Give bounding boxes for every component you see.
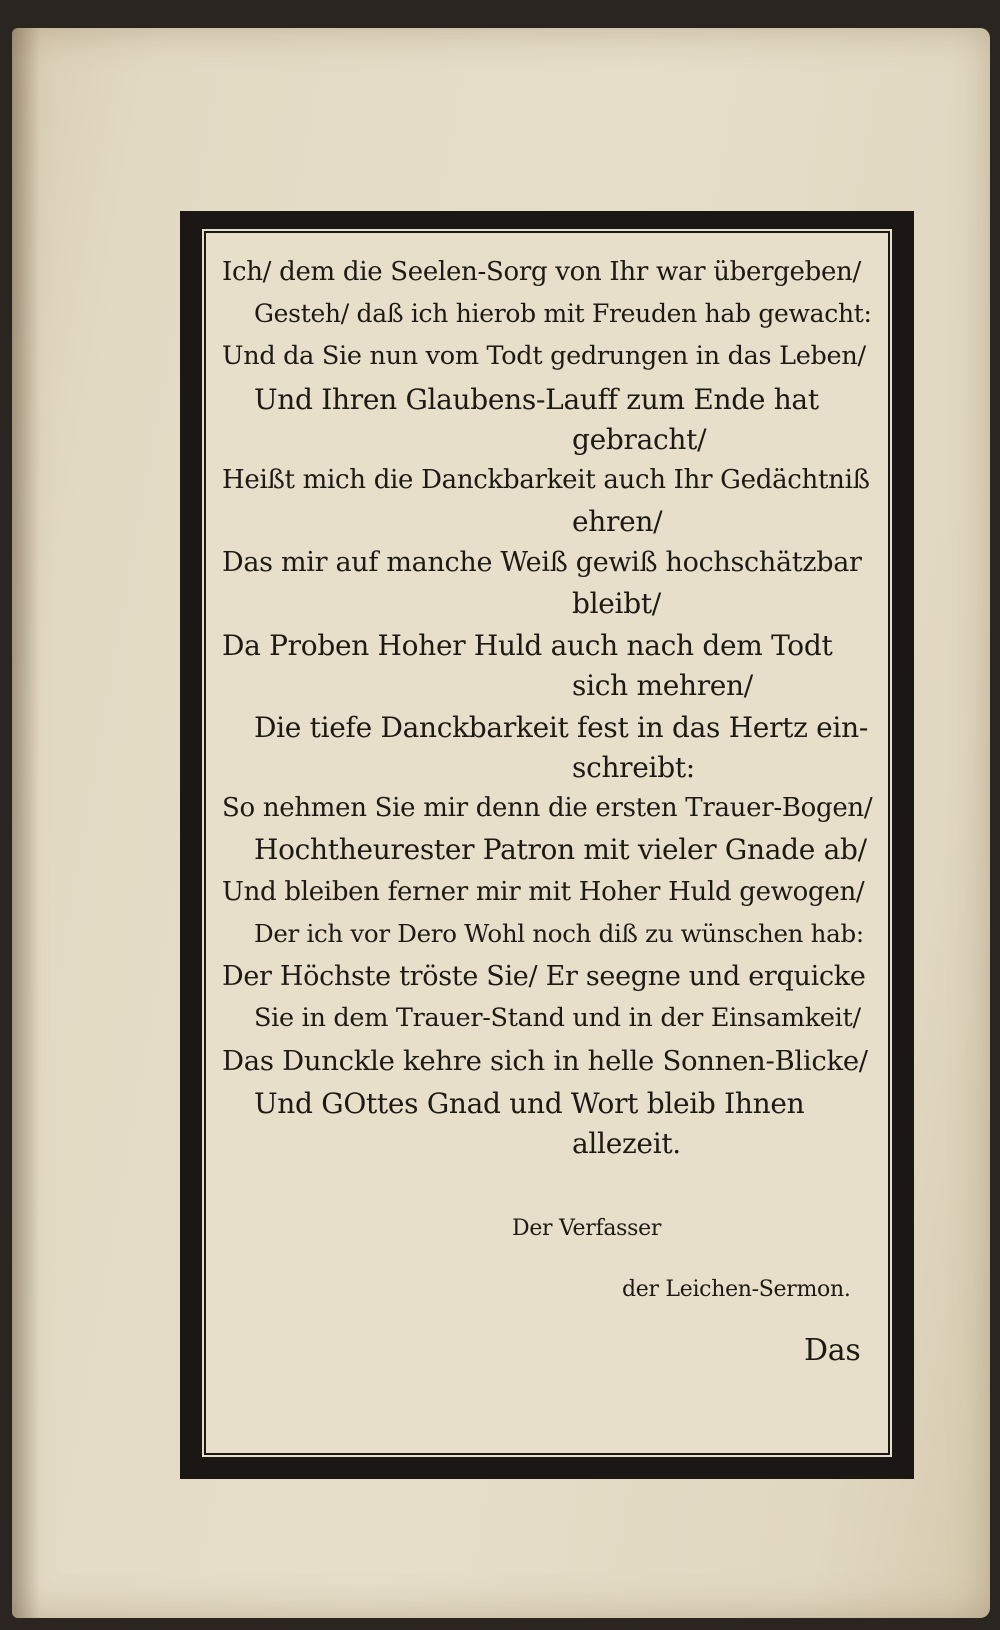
poem-line: So nehmen Sie mir denn die ersten Trauer-Bogen/ xyxy=(222,793,873,823)
poem-line: Ich/ dem die Seelen-Sorg von Ihr war übergeben/ xyxy=(222,257,861,287)
poem-line: sich mehren/ xyxy=(572,669,753,702)
poem-line: allezeit. xyxy=(572,1127,681,1160)
book-page xyxy=(12,28,990,1618)
poem-line: Hochtheurester Patron mit vieler Gnade ab/ xyxy=(254,833,867,866)
poem-line: schreibt: xyxy=(572,751,695,784)
poem-line: Das mir auf manche Weiß gewiß hochschätzbar xyxy=(222,547,862,578)
poem-line: Gesteh/ daß ich hierob mit Freuden hab gewacht: xyxy=(254,299,872,328)
poem-line: Der Höchste tröste Sie/ Er seegne und erquicke xyxy=(222,961,866,992)
poem-line: Der ich vor Dero Wohl noch diß zu wünschen hab: xyxy=(254,919,864,948)
poem-line: Und da Sie nun vom Todt gedrungen in das Leben/ xyxy=(222,341,866,371)
poem-line: bleibt/ xyxy=(572,587,661,620)
signature-author: Der Verfasser xyxy=(512,1216,662,1241)
catchword: Das xyxy=(804,1333,861,1368)
poem-line: ehren/ xyxy=(572,505,663,538)
poem-line: Die tiefe Danckbarkeit fest in das Hertz ein- xyxy=(254,711,868,744)
poem-line: Sie in dem Trauer-Stand und in der Einsamkeit/ xyxy=(254,1003,861,1033)
poem-line: gebracht/ xyxy=(572,423,707,456)
poem-line: Da Proben Hoher Huld auch nach dem Todt xyxy=(222,629,833,662)
poem-line: Und GOttes Gnad und Wort bleib Ihnen xyxy=(254,1087,805,1120)
poem-line: Und bleiben ferner mir mit Hoher Huld gewogen/ xyxy=(222,877,865,907)
mourning-border-frame xyxy=(180,211,914,1479)
poem-line: Und Ihren Glaubens-Lauff zum Ende hat xyxy=(254,383,819,416)
signature-title: der Leichen-Sermon. xyxy=(622,1277,851,1302)
poem-line: Das Dunckle kehre sich in helle Sonnen-Blicke/ xyxy=(222,1045,868,1077)
poem-line: Heißt mich die Danckbarkeit auch Ihr Gedächtniß xyxy=(222,465,870,495)
